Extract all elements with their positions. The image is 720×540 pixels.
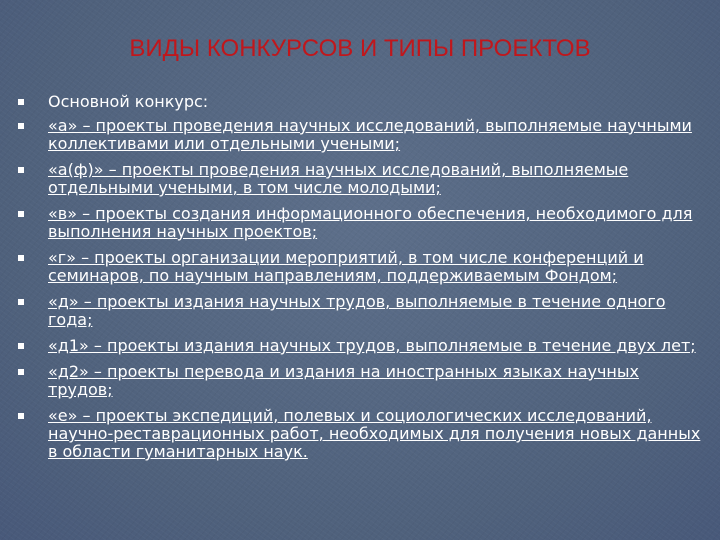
- square-bullet-icon: [18, 167, 24, 173]
- list-item[interactable]: [18, 363, 708, 399]
- square-bullet-icon: [18, 123, 24, 129]
- list-item[interactable]: [18, 161, 708, 197]
- list-item[interactable]: [18, 337, 708, 355]
- bullet-list: [18, 93, 708, 469]
- project-type-d2-link[interactable]: «д2» – проекты перевода и издания на иностранных языках научных трудов;: [48, 362, 639, 399]
- square-bullet-icon: [18, 413, 24, 419]
- list-item[interactable]: [18, 249, 708, 285]
- list-item[interactable]: [18, 407, 708, 461]
- project-type-a-link[interactable]: «а» – проекты проведения научных исследований, выполняемые научными коллективами или отдельными учеными;: [48, 116, 692, 153]
- project-type-af-link[interactable]: «а(ф)» – проекты проведения научных исследований, выполняемые отдельными учеными, в том числе молодыми;: [48, 160, 629, 197]
- square-bullet-icon: [18, 299, 24, 305]
- project-type-d1-link[interactable]: «д1» – проекты издания научных трудов, выполняемые в течение двух лет;: [48, 336, 696, 355]
- project-type-e-link[interactable]: «е» – проекты экспедиций, полевых и социологических исследований, научно-реставрационных работ, необходимых для получения новых данных в области гуманитарных наук.: [48, 406, 701, 461]
- list-item[interactable]: [18, 293, 708, 329]
- slide-title: ВИДЫ КОНКУРСОВ И ТИПЫ ПРОЕКТОВ: [129, 35, 591, 62]
- square-bullet-icon: [18, 343, 24, 349]
- list-item[interactable]: [18, 205, 708, 241]
- project-type-d-link[interactable]: «д» – проекты издания научных трудов, выполняемые в течение одного года;: [48, 292, 666, 329]
- square-bullet-icon: [18, 369, 24, 375]
- square-bullet-icon: [18, 99, 24, 105]
- project-type-v-link[interactable]: «в» – проекты создания информационного обеспечения, необходимого для выполнения научных проектов;: [48, 204, 693, 241]
- bullet-heading: Основной конкурс:: [48, 92, 209, 111]
- square-bullet-icon: [18, 211, 24, 217]
- project-type-g-link[interactable]: «г» – проекты организации мероприятий, в том числе конференций и семинаров, по научным направлениям, поддерживаемым Фондом;: [48, 248, 644, 285]
- square-bullet-icon: [18, 255, 24, 261]
- list-item: [18, 93, 708, 111]
- list-item[interactable]: [18, 117, 708, 153]
